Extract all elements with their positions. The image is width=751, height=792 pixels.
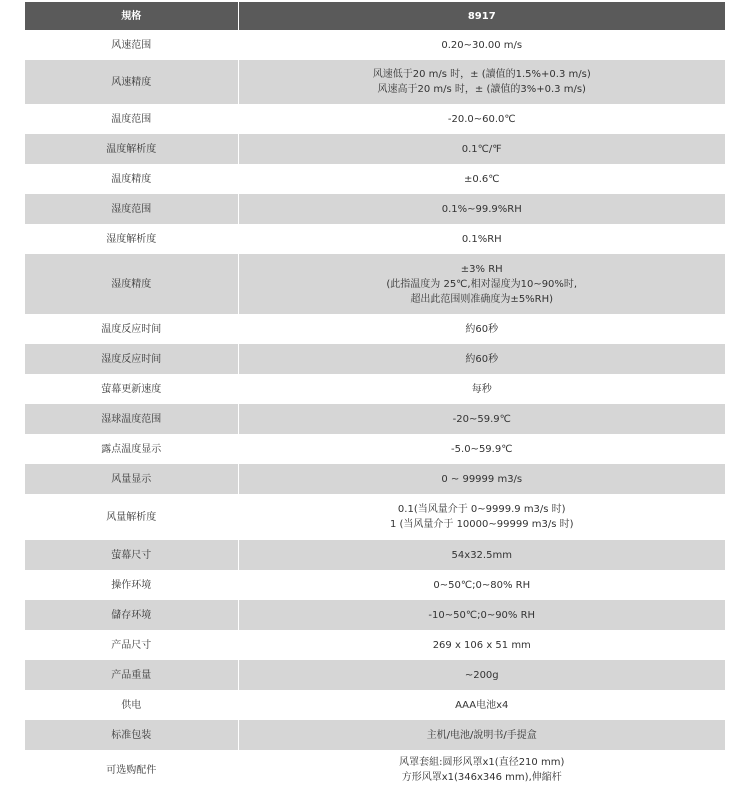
spec-value	[238, 344, 725, 374]
spec-label: 温度范围	[25, 104, 238, 134]
table-row	[25, 690, 725, 720]
table-row	[25, 60, 725, 104]
spec-label: 产品尺寸	[25, 630, 238, 660]
table-row	[25, 600, 725, 630]
spec-value	[238, 164, 725, 194]
spec-rows	[25, 30, 725, 790]
spec-value-line: 約60秒	[465, 323, 499, 335]
spec-label: 湿球温度范围	[25, 404, 238, 434]
spec-label: 湿度反应时间	[25, 344, 238, 374]
spec-value-line: 54x32.5mm	[451, 549, 512, 561]
spec-value-line: 风速高于20 m/s 时，± (讀值的3%+0.3 m/s)	[377, 84, 586, 95]
spec-value-line: 每秒	[471, 383, 492, 395]
spec-value-line: -20.0~60.0℃	[447, 113, 516, 125]
spec-value	[238, 494, 725, 540]
table-row	[25, 570, 725, 600]
spec-label: 儲存环境	[25, 600, 238, 630]
spec-label: 温度反应时间	[25, 314, 238, 344]
spec-value-line: 风速低于20 m/s 时，± (讀值的1.5%+0.3 m/s)	[372, 69, 591, 80]
table-row	[25, 314, 725, 344]
table-row	[25, 344, 725, 374]
header-model: 8917	[238, 2, 725, 30]
header-spec-label: 規格	[25, 2, 238, 30]
table-row	[25, 494, 725, 540]
spec-value-line: 1 (当风量介于 10000~99999 m3/s 时)	[389, 519, 574, 530]
spec-value-line: 269 x 106 x 51 mm	[432, 639, 531, 651]
table-row	[25, 104, 725, 134]
spec-value-line: 0.1%~99.9%RH	[441, 203, 522, 215]
spec-value-line: ~200g	[464, 669, 499, 681]
table-row	[25, 660, 725, 690]
spec-value	[238, 690, 725, 720]
table-row	[25, 434, 725, 464]
spec-label: 湿度解析度	[25, 224, 238, 254]
spec-value	[238, 434, 725, 464]
spec-label: 湿度精度	[25, 254, 238, 314]
spec-value-line: 0.1(当风量介于 0~9999.9 m3/s 时)	[397, 504, 566, 515]
spec-label: 产品重量	[25, 660, 238, 690]
spec-value	[238, 570, 725, 600]
spec-value	[238, 194, 725, 224]
table-row	[25, 30, 725, 60]
table-row	[25, 630, 725, 660]
table-row	[25, 164, 725, 194]
spec-value-line: -5.0~59.9℃	[451, 443, 513, 455]
spec-value	[238, 314, 725, 344]
spec-value	[238, 660, 725, 690]
spec-label: 温度精度	[25, 164, 238, 194]
table-row	[25, 750, 725, 790]
spec-value	[238, 720, 725, 750]
spec-label: 萤幕尺寸	[25, 540, 238, 570]
spec-label: 温度解析度	[25, 134, 238, 164]
table-row	[25, 720, 725, 750]
table-row	[25, 464, 725, 494]
spec-value-line: AAA电池x4	[455, 699, 509, 711]
spec-label: 操作环境	[25, 570, 238, 600]
spec-value	[238, 254, 725, 314]
spec-value	[238, 750, 725, 790]
spec-label: 可选购配件	[25, 750, 238, 790]
spec-value	[238, 630, 725, 660]
spec-value-line: ±3% RH	[460, 263, 503, 275]
spec-value	[238, 600, 725, 630]
spec-value-line: 0.1%RH	[461, 233, 502, 245]
spec-label: 风速精度	[25, 60, 238, 104]
spec-value-line: -20~59.9℃	[452, 413, 511, 425]
spec-value-line: 0~50℃;0~80% RH	[433, 579, 531, 591]
spec-label: 供电	[25, 690, 238, 720]
header-row	[25, 2, 725, 30]
spec-value	[238, 104, 725, 134]
table-row	[25, 194, 725, 224]
table-row	[25, 224, 725, 254]
spec-value-line: 超出此范围则准确度为±5%RH)	[410, 293, 554, 305]
spec-value-line: -10~50℃;0~90% RH	[428, 609, 536, 621]
spec-value-line: (此指温度为 25℃,相对湿度为10~90%时,	[386, 278, 578, 290]
spec-label: 萤幕更新速度	[25, 374, 238, 404]
spec-value	[238, 404, 725, 434]
spec-value	[238, 134, 725, 164]
spec-value	[238, 30, 725, 60]
spec-value-line: 約60秒	[465, 353, 499, 365]
spec-value	[238, 374, 725, 404]
table-row	[25, 540, 725, 570]
table-row	[25, 134, 725, 164]
spec-value	[238, 224, 725, 254]
table-row	[25, 254, 725, 314]
spec-value-line: ±0.6℃	[463, 173, 500, 185]
table-row	[25, 404, 725, 434]
spec-value-line: 主机/电池/說明书/手提盒	[426, 729, 537, 741]
spec-value-line: 0 ~ 99999 m3/s	[441, 473, 523, 485]
spec-label: 风量显示	[25, 464, 238, 494]
spec-value	[238, 464, 725, 494]
spec-value	[238, 540, 725, 570]
spec-value-line: 风罩套組:圆形风罩x1(直径210 mm)	[399, 757, 565, 768]
spec-value	[238, 60, 725, 104]
table-row	[25, 374, 725, 404]
spec-label: 风速范围	[25, 30, 238, 60]
spec-value-line: 0.20~30.00 m/s	[441, 39, 523, 51]
spec-table	[25, 2, 725, 790]
spec-label: 露点温度显示	[25, 434, 238, 464]
spec-value-line: 方形风罩x1(346x346 mm),伸縮杆	[401, 772, 562, 783]
spec-label: 风量解析度	[25, 494, 238, 540]
spec-value-line: 0.1℃/℉	[461, 143, 502, 155]
spec-label: 标准包装	[25, 720, 238, 750]
spec-label: 湿度范围	[25, 194, 238, 224]
